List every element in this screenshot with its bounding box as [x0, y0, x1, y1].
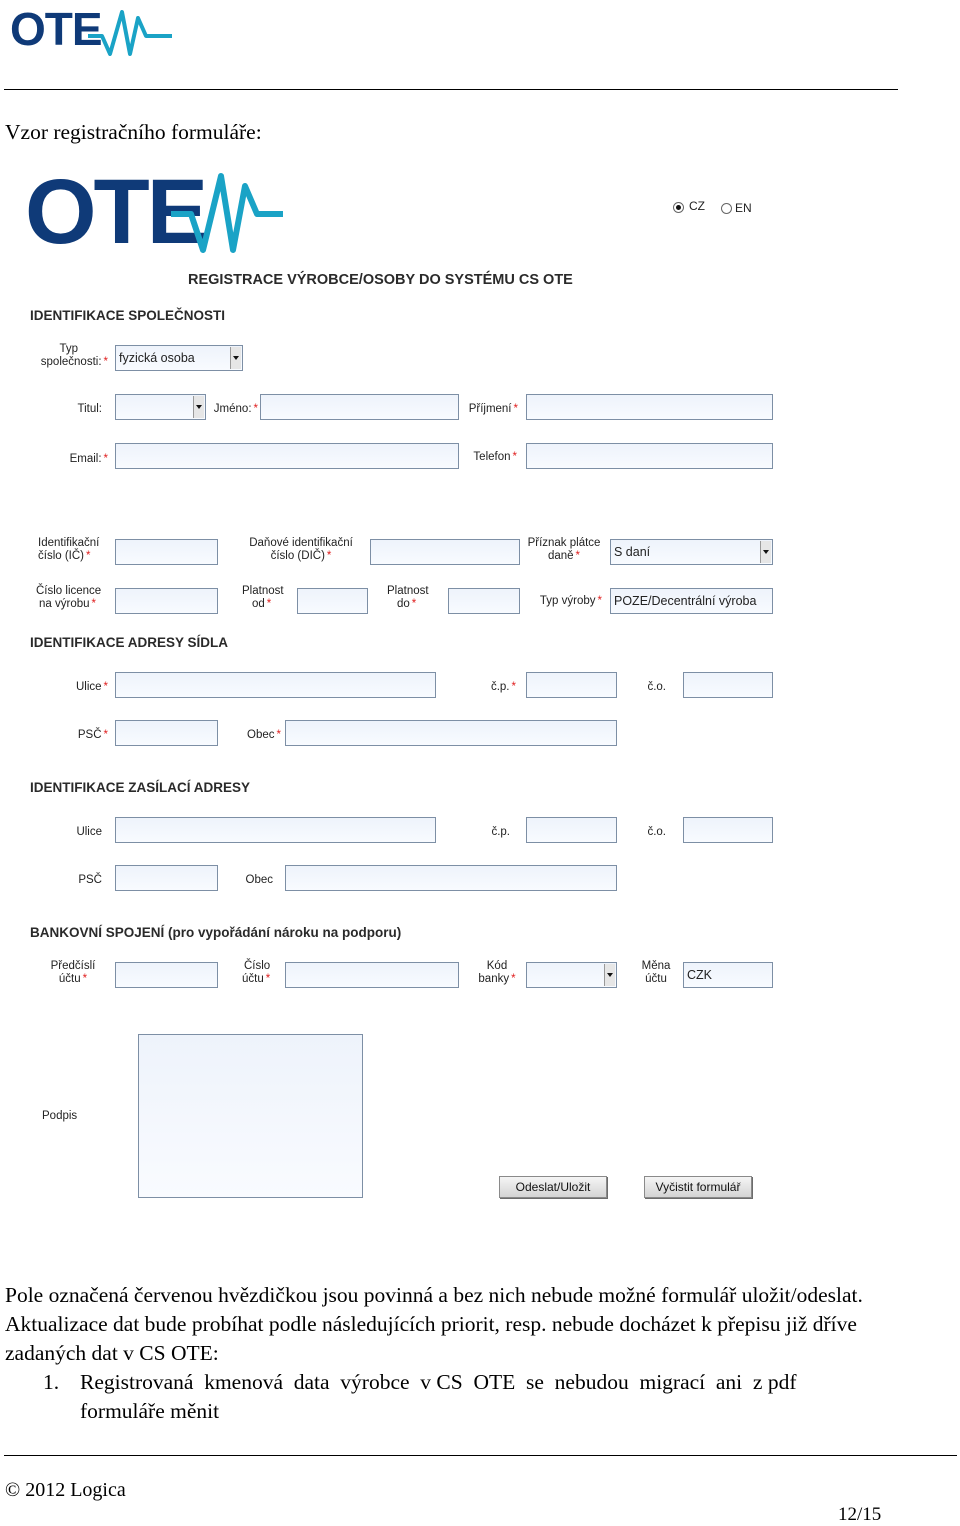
label-mail-ulice: Ulice	[76, 826, 102, 838]
lang-label-cz: CZ	[689, 199, 705, 213]
label-titul: Titul:	[77, 403, 102, 415]
prijmeni-input[interactable]	[526, 394, 773, 420]
section-company: IDENTIFIKACE SPOLEČNOSTI	[30, 308, 226, 323]
label-typ-vyroby: Typ výroby *	[539, 595, 602, 607]
mail-co-input[interactable]	[683, 817, 773, 843]
telefon-input[interactable]	[526, 443, 773, 469]
chevron-down-icon	[760, 541, 771, 563]
dic-input[interactable]	[370, 539, 520, 565]
label-prijmeni: Příjmení *	[468, 403, 518, 415]
footer-page-number: 12/15	[838, 1504, 882, 1525]
licence-input[interactable]	[115, 588, 218, 614]
list-item-text-line1: Registrovaná kmenová data výrobce v CS OTE se nebudou migrací ani z pdf	[80, 1370, 797, 1394]
label-seat-obec: Obec *	[247, 729, 281, 741]
predcisli-input[interactable]	[115, 962, 218, 988]
priznak-select[interactable]: S daní	[610, 539, 773, 565]
intro-heading: Vzor registračního formuláře:	[5, 120, 262, 144]
label-mail-co: č.o.	[647, 826, 666, 838]
mail-obec-input[interactable]	[285, 865, 617, 891]
label-podpis: Podpis	[42, 1110, 78, 1122]
chevron-down-icon	[230, 347, 241, 369]
label-dic: Daňové identifikační číslo (DIČ) *	[249, 537, 353, 562]
label-mail-cp: č.p.	[491, 826, 510, 838]
section-mailing: IDENTIFIKACE ZASÍLACÍ ADRESY	[30, 780, 251, 795]
label-typ-spolecnosti: Typ společnosti: *	[40, 343, 108, 368]
section-seat: IDENTIFIKACE ADRESY SÍDLA	[30, 635, 229, 650]
mail-cp-input[interactable]	[526, 817, 617, 843]
clear-form-button[interactable]: Vyčistit formulář	[644, 1176, 752, 1198]
kod-banky-select[interactable]	[526, 962, 617, 988]
seat-co-input[interactable]	[683, 672, 773, 698]
platnost-od-input[interactable]	[297, 588, 368, 614]
form-title: REGISTRACE VÝROBCE/OSOBY DO SYSTÉMU CS OTE	[188, 272, 573, 288]
label-ic: Identifikační číslo (IČ) *	[38, 537, 100, 562]
label-mail-obec: Obec	[245, 874, 273, 886]
header-rule	[4, 89, 898, 90]
header-logo	[10, 2, 170, 58]
header-logo-wave-icon	[88, 10, 172, 56]
jmeno-input[interactable]	[260, 394, 459, 420]
form-logo	[25, 161, 285, 263]
label-licence: Číslo licence na výrobu *	[36, 585, 102, 610]
chevron-down-icon	[604, 964, 615, 986]
label-telefon: Telefon *	[473, 451, 517, 463]
ic-input[interactable]	[115, 539, 218, 565]
label-platnost-od: Platnost od *	[242, 585, 284, 610]
titul-select[interactable]	[115, 394, 206, 420]
list-item-text-line2: formuláře měnit	[80, 1399, 220, 1423]
label-seat-psc: PSČ *	[77, 729, 108, 741]
header-logo-text: OTE	[10, 3, 102, 55]
label-email: Email: *	[69, 453, 108, 465]
mail-psc-input[interactable]	[115, 865, 218, 891]
lang-label-en: EN	[735, 201, 752, 215]
footer-copyright: © 2012 Logica	[5, 1479, 126, 1501]
label-predcisli: Předčíslí účtu *	[50, 960, 96, 985]
label-jmeno: Jméno: *	[213, 403, 258, 415]
cislo-uctu-input[interactable]	[285, 962, 459, 988]
label-mail-psc: PSČ	[78, 874, 102, 886]
lang-radio-cz[interactable]	[673, 202, 684, 213]
label-cislo-uctu: Číslo účtu *	[242, 960, 271, 985]
platnost-do-input[interactable]	[448, 588, 520, 614]
label-seat-ulice: Ulice *	[75, 681, 108, 693]
submit-button[interactable]: Odeslat/Uložit	[499, 1176, 607, 1198]
email-input[interactable]	[115, 443, 459, 469]
seat-obec-input[interactable]	[285, 720, 617, 746]
seat-cp-input[interactable]	[526, 672, 617, 698]
lang-radio-en[interactable]	[721, 203, 732, 214]
mail-ulice-input[interactable]	[115, 817, 436, 843]
form-logo-text: OTE	[25, 161, 206, 263]
label-seat-co: č.o.	[647, 681, 666, 693]
section-bank: BANKOVNÍ SPOJENÍ (pro vypořádání nároku na podporu)	[30, 925, 402, 940]
list-item-number: 1.	[43, 1370, 60, 1394]
form-logo-wave-icon	[171, 172, 283, 254]
seat-ulice-input[interactable]	[115, 672, 436, 698]
label-platnost-do: Platnost do *	[387, 585, 429, 610]
label-kod-banky: Kód banky *	[478, 960, 516, 985]
footer-rule	[4, 1455, 957, 1456]
typ-vyroby-field[interactable]: POZE/Decentrální výroba	[610, 588, 773, 614]
instructions-paragraph: Pole označená červenou hvězdičkou jsou povinná a bez nich nebude možné formulář uložit/odeslat. Aktualizace dat bude probíhat podle následujících priorit, resp. nebude docházet k přepisu již dříve zadaných dat v CS OTE:	[5, 1283, 863, 1365]
label-seat-cp: č.p. *	[490, 681, 516, 693]
label-priznak: Příznak plátce daně *	[527, 537, 601, 562]
label-mena-uctu: Měna účtu	[641, 960, 671, 985]
typ-spolecnosti-select[interactable]: fyzická osoba	[115, 345, 243, 371]
seat-psc-input[interactable]	[115, 720, 218, 746]
signature-box[interactable]	[138, 1034, 363, 1198]
mena-uctu-field[interactable]: CZK	[683, 962, 773, 988]
